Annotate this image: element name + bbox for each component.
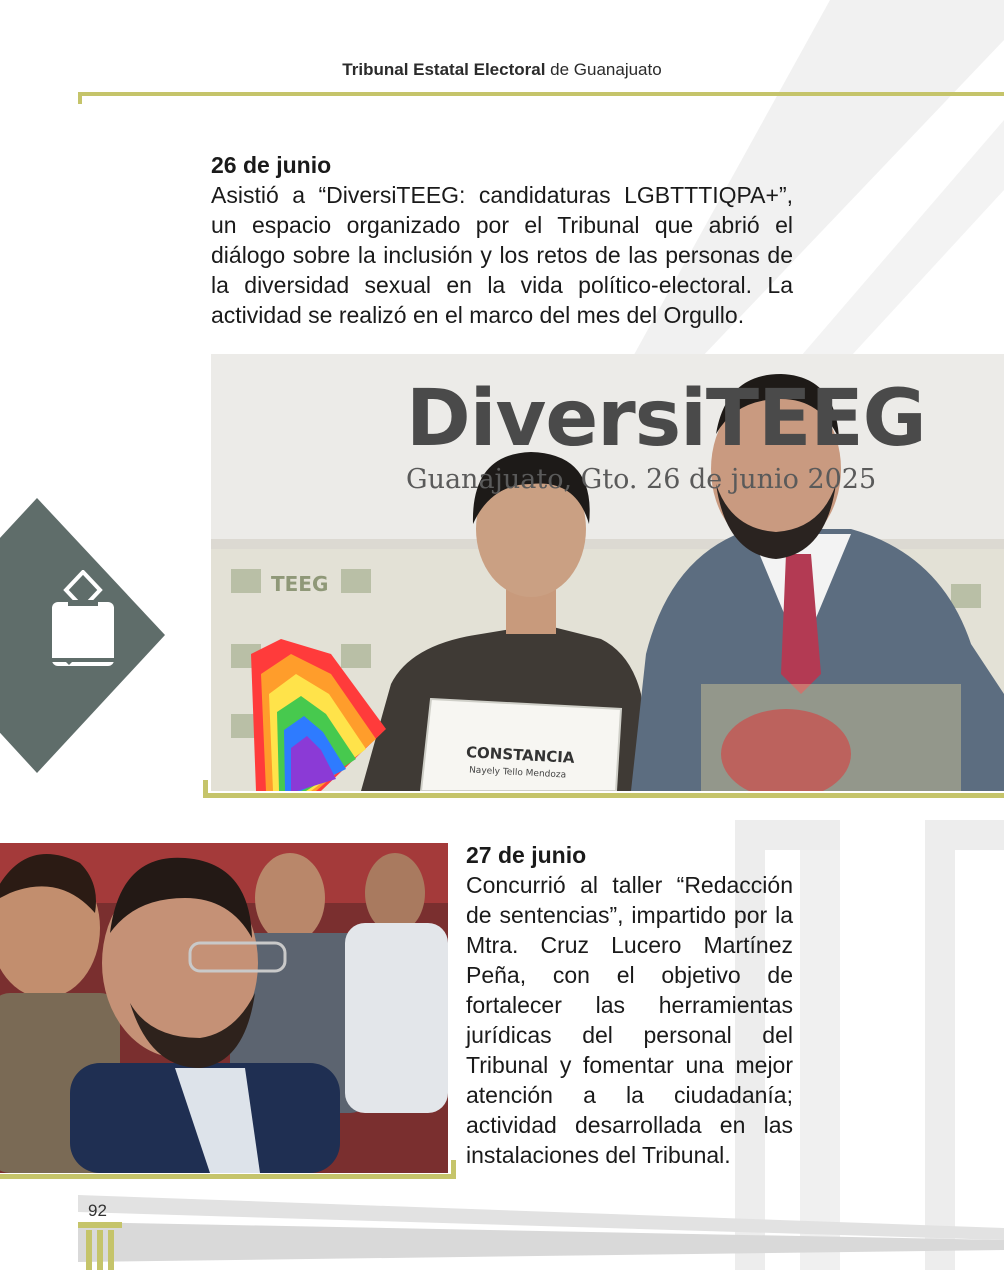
certificate-name: Nayely Tello Mendoza	[468, 765, 567, 781]
entry-june-27	[466, 840, 793, 1170]
backdrop-logo-text: TEEG	[271, 572, 329, 596]
banner-title: DiversiTEEG	[406, 374, 926, 464]
running-header	[0, 60, 1004, 80]
photo-frame-bottom	[0, 1174, 456, 1179]
column-icon	[78, 1222, 122, 1270]
entry-text: Asistió a “DiversiTEEG: candidaturas LGBTTTIQPA+”, un espacio organizado por el Tribunal que abrió el diálogo sobre la inclusión y los retos de las personas de la diversidad sexual en la vida político-electoral. La actividad se realizó en el marco del mes del Orgullo.	[211, 182, 793, 328]
entry-date: 26 de junio	[211, 152, 332, 178]
header-normal: de Guanajuato	[550, 60, 662, 79]
photo-workshop-audience	[0, 843, 448, 1173]
ballot-box-icon	[48, 570, 118, 678]
section-diamond	[0, 498, 165, 773]
entry-date: 27 de junio	[466, 842, 587, 868]
photo-frame-bottom	[203, 793, 1004, 798]
header-rule	[78, 92, 1004, 96]
entry-text: Concurrió al taller “Redacción de sentencias”, impartido por la Mtra. Cruz Lucero Martínez Peña, con el objetivo de fortalecer las herramientas jurídicas del personal del Tribunal y fomentar una mejor atención a la ciudadanía; actividad desarrollada en las instalaciones del Tribunal.	[466, 872, 793, 1168]
header-rule-tick	[78, 92, 82, 104]
entry-june-26	[211, 150, 793, 330]
certificate-title: CONSTANCIA	[465, 743, 575, 767]
banner-subtitle: Guanajuato, Gto. 26 de junio 2025	[406, 464, 877, 495]
photo-frame-right	[451, 1160, 456, 1179]
photo-diversiteeg-event	[211, 354, 1004, 791]
header-bold: Tribunal Estatal Electoral	[342, 60, 546, 79]
page-number: 92	[88, 1201, 107, 1220]
photo-frame-left	[203, 780, 208, 798]
